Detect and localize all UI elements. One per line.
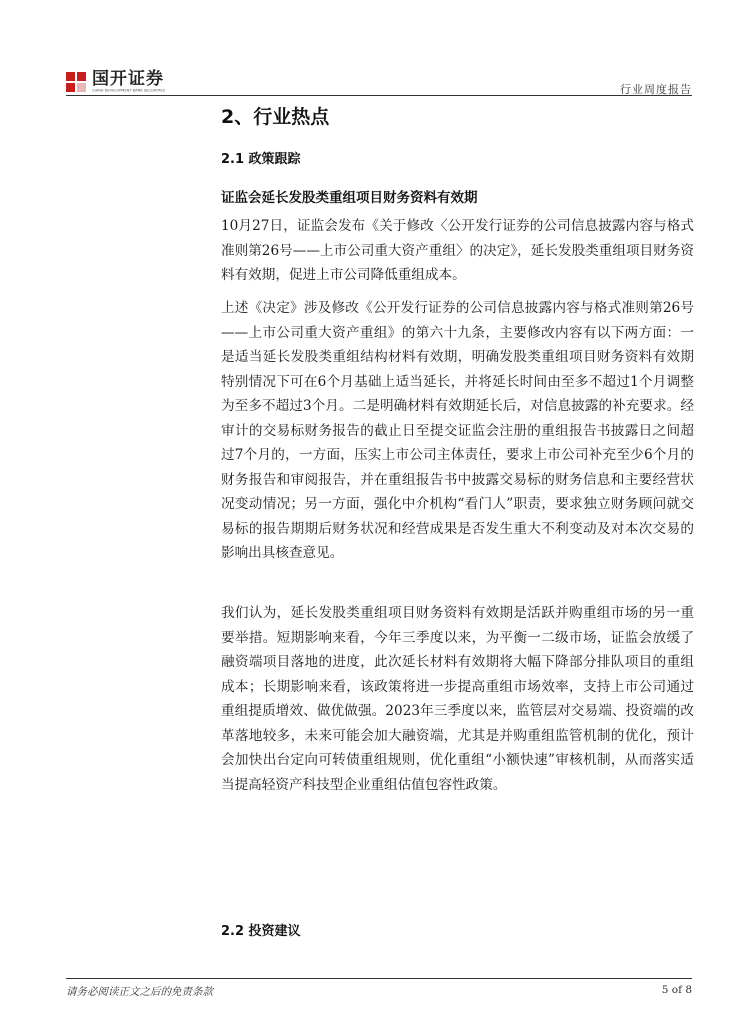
main-content [221,102,694,132]
header-divider [66,95,692,96]
paragraph-3: 我们认为，延长发股类重组项目财务资料有效期是活跃并购重组市场的另一重要举措。短期影响来看，今年三季度以来，为平衡一二级市场，证监会放缓了融资端项目落地的进度，此次延长材料有效期将大幅下降部分排队项目的重组成本；长期影响来看，该政策将进一步提高重组市场效率，支持上市公司通过重组提质增效、做优做强。2023年三季度以来，监管层对交易端、投资端的改革落地较多，未来可能会加大融资端，尤其是并购重组监管机制的优化，预计会加快出台定向可转债重组规则，优化重组“小额快速”审核机制，从而落实适当提高轻资产科技型企业重组估值包容性政策。 [221,605,694,793]
logo-subtitle: CHINA DEVELOPMENT BANK SECURITIES [92,88,165,93]
page-header [0,0,755,100]
page-number: 5 of 8 [661,984,692,996]
section-title: 2、行业热点 [221,106,330,128]
paragraph-1: 10月27日，证监会发布《关于修改〈公开发行证券的公司信息披露内容与格式准则第26号——上市公司重大资产重组〉的决定》，延长发股类重组项目财务资料有效期，促进上市公司降低重组成本。 [221,218,694,283]
subsection-title-policy: 2.1 政策跟踪 [221,152,301,167]
footer-divider [66,978,692,979]
report-type: 行业周度报告 [620,83,692,96]
paragraph-2: 上述《决定》涉及修改《公开发行证券的公司信息披露内容与格式准则第26号——上市公司重大资产重组》的第六十九条，主要修改内容有以下两方面：一是适当延长发股类重组结构材料有效期，明确发股类重组项目财务资料有效期特别情况下可在6个月基础上适当延长，并将延长时间由至多不超过1个月调整为至多不超过3个月。二是明确材料有效期延长后，对信息披露的补充要求。经审计的交易标财务报告的截止日至提交证监会注册的重组报告书披露日之间超过7个月的，一方面，压实上市公司主体责任，要求上市公司补充至少6个月的财务报告和审阅报告，并在重组报告书中披露交易标的财务信息和主要经营状况变动情况；另一方面，强化中介机构“看门人”职责，要求独立财务顾问就交易标的报告期期后财务状况和经营成果是否发生重大不利变动及对本次交易的影响出具核查意见。 [221,300,694,561]
logo-name: 国开证券 [92,69,164,89]
topic-heading: 证监会延长发股类重组项目财务资料有效期 [221,190,478,206]
company-logo [66,70,173,94]
subsection-title-investment: 2.2 投资建议 [221,924,301,939]
disclaimer: 请务必阅读正文之后的免责条款 [66,986,213,998]
logo-mark-icon [66,72,86,92]
